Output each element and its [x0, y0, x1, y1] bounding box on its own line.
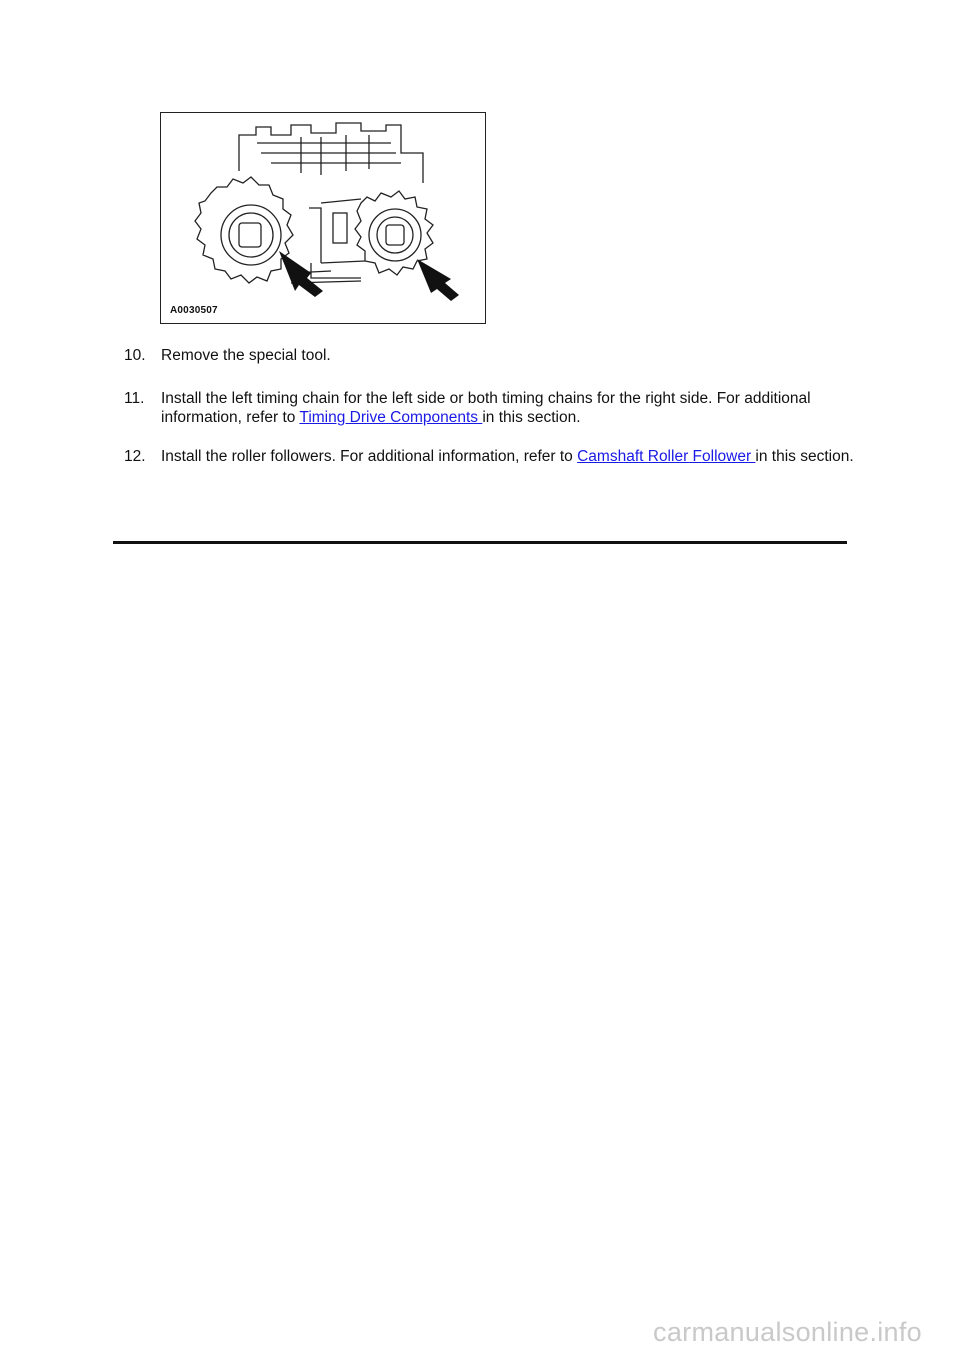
- step-text: [161, 346, 854, 365]
- camshaft-roller-follower-link[interactable]: Camshaft Roller Follower: [577, 448, 756, 465]
- watermark: carmanualsonline.info: [653, 1317, 922, 1347]
- step-text-part: in this section.: [755, 448, 854, 465]
- step-12: [124, 447, 854, 466]
- step-text: [161, 389, 854, 427]
- step-10: [124, 346, 854, 365]
- step-number: 11.: [124, 390, 145, 407]
- camshaft-sprocket-illustration: [160, 112, 486, 324]
- step-text: [161, 447, 854, 466]
- figure-id-label: A0030507: [170, 305, 218, 316]
- step-number: 12.: [124, 448, 146, 465]
- step-text-part: Remove the special tool.: [161, 347, 331, 364]
- timing-drive-components-link[interactable]: Timing Drive Components: [299, 409, 483, 426]
- sprocket-drawing: [161, 113, 486, 324]
- step-text-part: Install the left timing chain for the left side or both timing chains for the right side. For additional information, refer to: [161, 390, 811, 426]
- step-text-part: in this section.: [482, 409, 581, 426]
- step-number: 10.: [124, 347, 146, 364]
- step-11: [124, 389, 854, 427]
- section-divider: [113, 541, 847, 544]
- step-text-part: Install the roller followers. For additional information, refer to: [161, 448, 578, 465]
